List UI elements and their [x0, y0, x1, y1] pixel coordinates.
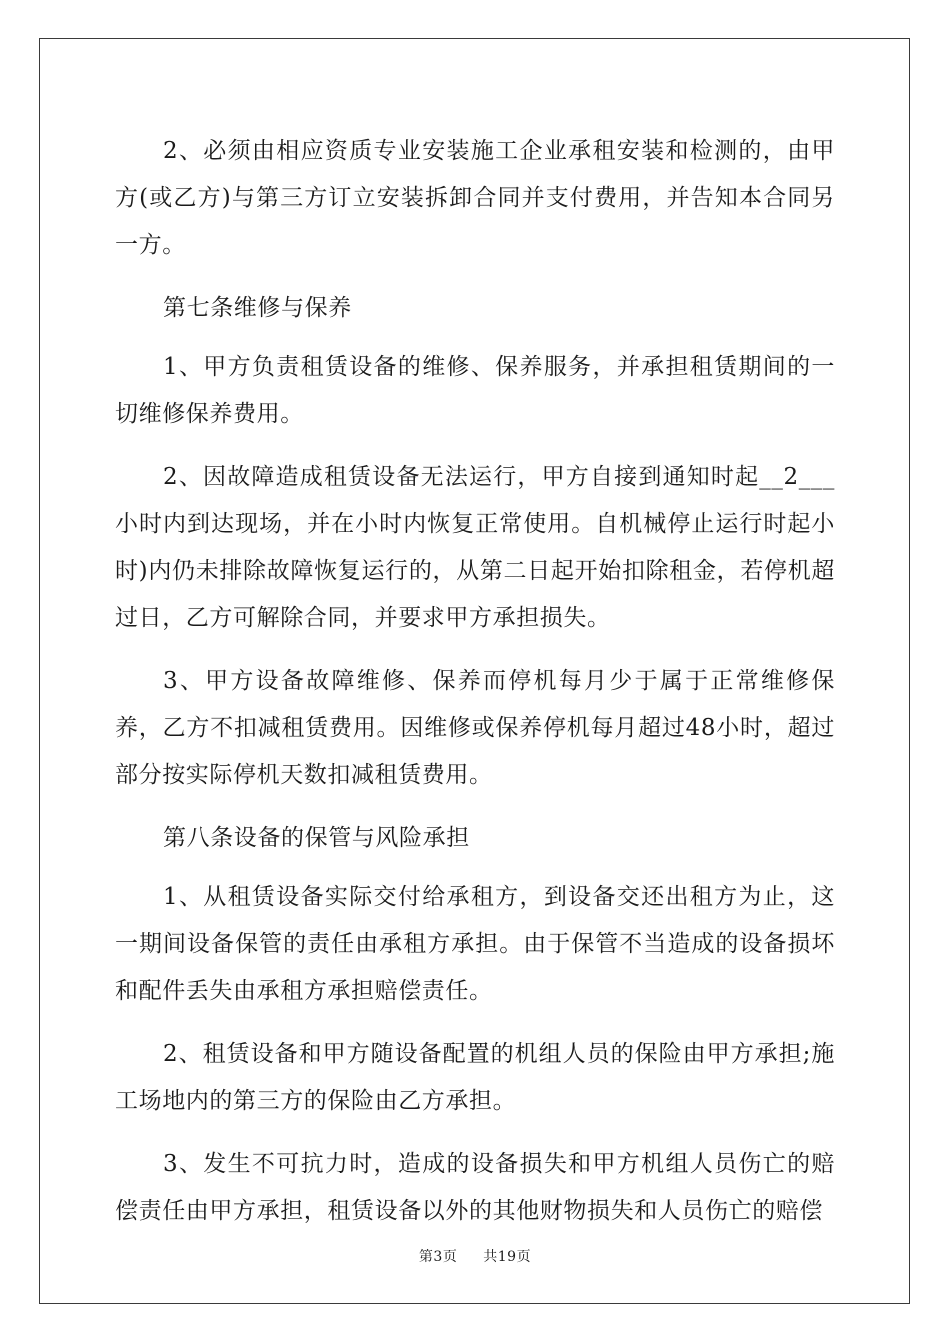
paragraph: 1、从租赁设备实际交付给承租方，到设备交还出租方为止，这一期间设备保管的责任由承租方承担。由于保管不当造成的设备损坏和配件丢失由承租方承担赔偿责任。 — [115, 884, 835, 1004]
paragraph: 2、必须由相应资质专业安装施工企业承租安装和检测的，由甲方(或乙方)与第三方订立安装拆卸合同并支付费用，并告知本合同另一方。 — [115, 138, 835, 258]
section-heading: 第八条设备的保管与风险承担 — [163, 825, 470, 851]
total-pages: 共19页 — [483, 1249, 532, 1265]
paragraph: 1、甲方负责租赁设备的维修、保养服务，并承担租赁期间的一切维修保养费用。 — [115, 354, 835, 427]
paragraph: 2、租赁设备和甲方随设备配置的机组人员的保险由甲方承担;施工场地内的第三方的保险由乙方承担。 — [115, 1041, 835, 1114]
paragraph: 2、因故障造成租赁设备无法运行，甲方自接到通知时起__2___小时内到达现场，并在小时内恢复正常使用。自机械停止运行时起小时)内仍未排除故障恢复运行的，从第二日起开始扣除租金，若停机超过日，乙方可解除合同，并要求甲方承担损失。 — [115, 464, 835, 631]
paragraph: 3、甲方设备故障维修、保养而停机每月少于属于正常维修保养，乙方不扣减租赁费用。因维修或保养停机每月超过48小时，超过部分按实际停机天数扣减租赁费用。 — [115, 668, 835, 788]
document-body — [115, 128, 835, 1251]
current-page-number: 第3页 — [418, 1249, 458, 1265]
page-footer — [0, 1246, 950, 1266]
section-heading: 第七条维修与保养 — [163, 295, 352, 321]
paragraph: 3、发生不可抗力时，造成的设备损失和甲方机组人员伤亡的赔偿责任由甲方承担，租赁设备以外的其他财物损失和人员伤亡的赔偿 — [115, 1151, 835, 1224]
